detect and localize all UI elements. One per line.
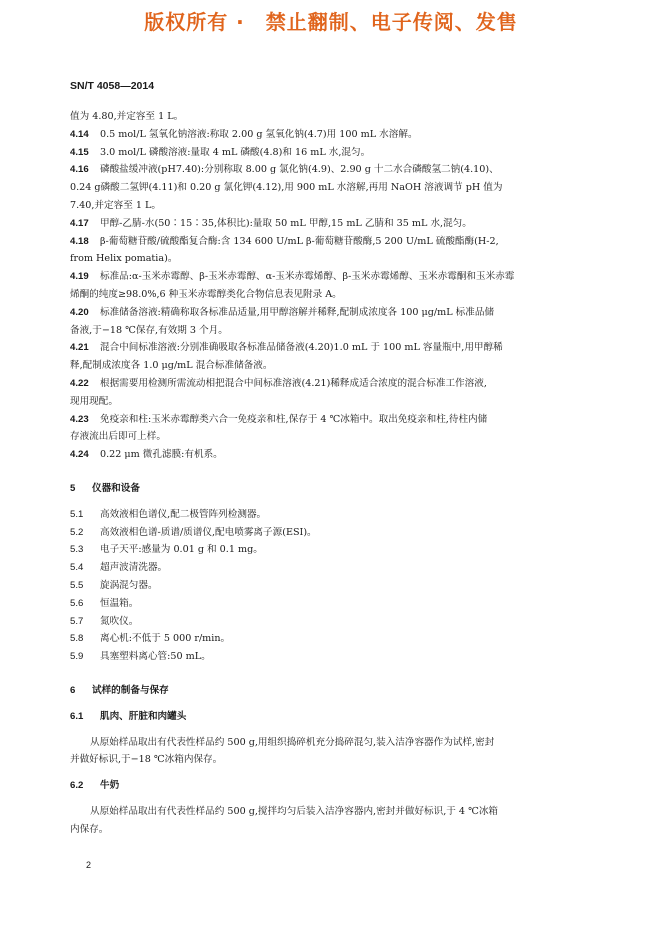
clause-continuation-line: 0.24 g磷酸二氢钾(4.11)和 0.20 g 氯化钾(4.12),用 900 mL 水溶解,再用 NaOH 溶液调节 pH 值为 [70,182,503,194]
item-text: 具塞塑料离心管:50 mL。 [100,651,211,663]
reagent-list [70,126,610,464]
item-text: 恒温箱。 [100,597,139,609]
item-number: 5.8 [70,633,84,645]
subsection-title: 牛奶 [100,780,120,792]
clause-line [70,411,610,429]
equipment-item [70,559,610,577]
equipment-item [70,613,610,631]
clause-number: 4.14 [70,128,89,140]
clause-number: 4.21 [70,342,89,354]
item-number: 5.7 [70,615,84,627]
clause-text: 甲醇-乙腈-水(50∶15∶35,体积比):量取 50 mL 甲醇,15 mL 乙腈和 35 mL 水,混匀。 [100,217,472,229]
paragraph-line: 内保存。 [70,823,109,835]
clause-line [70,375,610,393]
clause-text: 0.5 mol/L 氢氧化钠溶液:称取 2.00 g 氢氧化钠(4.7)用 100 mL 水溶解。 [100,128,418,140]
clause-text: 免疫亲和柱:玉米赤霉醇类六合一免疫亲和柱,保存于 4 ℃冰箱中。取出免疫亲和柱,待柱内储 [100,413,488,425]
clause-line [70,144,610,162]
item-number: 5.3 [70,544,84,556]
clause-text: 3.0 mol/L 磷酸溶液:量取 4 mL 磷酸(4.8)和 16 mL 水,混匀。 [100,146,371,158]
item-text: 氮吹仪。 [100,615,139,627]
clause-continuation-line: 烯酮的纯度≥98.0%,6 种玉米赤霉醇类化合物信息表见附录 A。 [70,288,342,300]
clause-number: 4.16 [70,164,89,176]
clause-continuation-line: from Helix pomatia)。 [70,253,178,265]
item-number: 5.1 [70,508,84,520]
clause-text: 0.22 μm 微孔滤膜:有机系。 [100,449,223,461]
equipment-item [70,595,610,613]
clause-line [70,268,610,286]
clause-continuation-line: 7.40,并定容至 1 L。 [70,199,161,211]
clause-number: 4.15 [70,146,89,158]
equipment-item [70,506,610,524]
equipment-item [70,630,610,648]
clause-line [70,215,610,233]
document-body [70,108,610,838]
clause-continuation-line: 备液,于−18 ℃保存,有效期 3 个月。 [70,324,228,336]
item-number: 5.2 [70,526,84,538]
equipment-item [70,648,610,666]
subsection-6-2-heading [70,777,610,795]
equipment-list [70,506,610,666]
subsection-number: 6.2 [70,780,84,792]
section-6-heading [70,682,610,700]
clause-continuation-line: 释,配制成浓度各 1.0 μg/mL 混合标准储备液。 [70,360,273,372]
clause-text: 标准储备溶液:精确称取各标准品适量,用甲醇溶解并稀释,配制成浓度各 100 μg/mL 标准品储 [100,306,495,318]
item-number: 5.6 [70,597,84,609]
item-number: 5.9 [70,651,84,663]
page-number: 2 [86,860,92,870]
clause-continuation-line: 存液流出后即可上样。 [70,431,166,443]
paragraph-line: 从原始样品取出有代表性样品约 500 g,用组织捣碎机充分捣碎混匀,装入洁净容器作为试样,密封 [90,736,495,748]
clause-line [70,233,610,251]
clause-text: 标准品:α-玉米赤霉醇、β-玉米赤霉醇、α-玉米赤霉烯醇、β-玉米赤霉烯醇、玉米赤霉酮和玉米赤霉 [100,271,515,283]
subsection-number: 6.1 [70,710,84,722]
equipment-item [70,577,610,595]
clause-number: 4.24 [70,449,89,461]
subsection-title: 肌肉、肝脏和肉罐头 [100,710,187,722]
clause-text: 根据需要用检测所需流动相把混合中间标准溶液(4.21)稀释成适合浓度的混合标准工作溶液, [100,377,487,389]
clause-text: β-葡萄糖苷酸/硫酸酯复合酶:含 134 600 U/mL β-葡萄糖苷酸酶,5 200 U/mL 硫酸酯酶(H-2, [100,235,499,247]
item-number: 5.5 [70,579,84,591]
clause-text: 磷酸盐缓冲液(pH7.40):分别称取 8.00 g 氯化钠(4.9)、2.90 g 十二水合磷酸氢二钠(4.10)、 [100,164,499,176]
clause-line [70,339,610,357]
continued-line: 值为 4.80,并定容至 1 L。 [70,111,184,122]
equipment-item [70,524,610,542]
item-text: 旋涡混匀器。 [100,579,158,591]
clause-line [70,161,610,179]
section-title: 试样的制备与保存 [92,684,169,696]
clause-number: 4.19 [70,271,89,283]
clause-line [70,304,610,322]
clause-number: 4.22 [70,377,89,389]
clause-number: 4.20 [70,306,89,318]
paragraph-line: 并做好标识,于−18 ℃冰箱内保存。 [70,754,223,766]
paragraph-line: 从原始样品取出有代表性样品约 500 g,搅拌均匀后装入洁净容器内,密封并做好标识,于 4 ℃冰箱 [90,805,499,817]
standard-code-header: SN/T 4058—2014 [70,80,155,92]
item-text: 高效液相色谱仪,配二极管阵列检测器。 [100,508,267,520]
item-text: 超声波清洗器。 [100,562,168,574]
section-number: 5 [70,482,76,494]
item-text: 高效液相色谱-质谱/质谱仪,配电喷雾离子源(ESI)。 [100,526,317,538]
clause-number: 4.17 [70,217,89,229]
clause-line [70,126,610,144]
item-text: 离心机:不低于 5 000 r/min。 [100,633,231,645]
copyright-watermark: 版权所有 · 禁止翻制、电子传阅、发售 [144,10,518,34]
section-number: 6 [70,684,76,696]
clause-number: 4.23 [70,413,89,425]
clause-text: 混合中间标准溶液:分别准确吸取各标准品储备液(4.20)1.0 mL 于 100 mL 容量瓶中,用甲醇稀 [100,342,503,354]
equipment-item [70,541,610,559]
item-text: 电子天平:感量为 0.01 g 和 0.1 mg。 [100,544,263,556]
clause-continuation-line: 现用现配。 [70,395,118,407]
subsection-6-1-heading [70,708,610,726]
clause-number: 4.18 [70,235,89,247]
section-5-heading [70,480,610,498]
clause-line [70,446,610,464]
item-number: 5.4 [70,562,84,574]
section-title: 仪器和设备 [92,482,140,494]
